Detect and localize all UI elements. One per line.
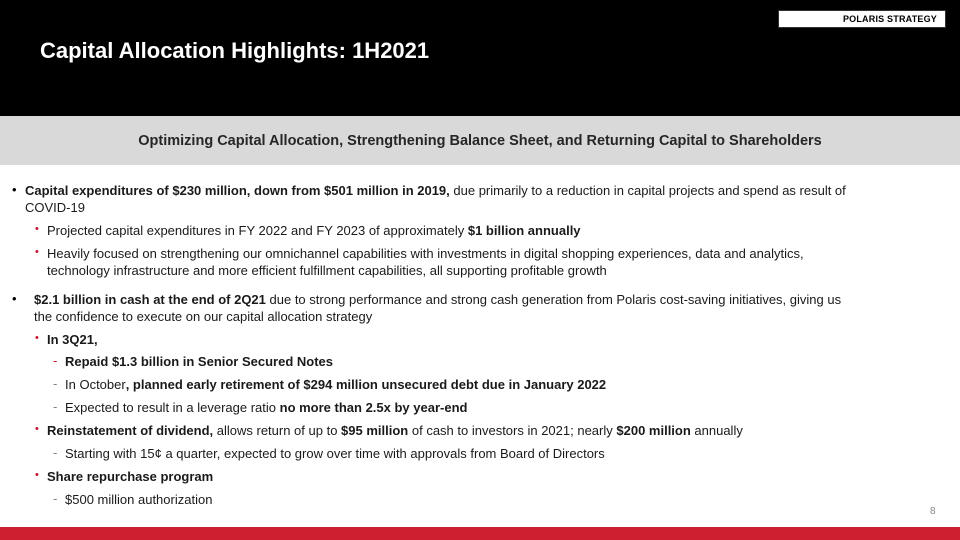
header-bar xyxy=(0,0,960,116)
cash-line-1 xyxy=(34,291,841,308)
leverage-value: no more than 2.5x by year-end xyxy=(279,400,468,415)
leverage-ratio xyxy=(65,399,467,416)
capex-projection xyxy=(47,222,581,239)
dividend-line xyxy=(47,422,743,439)
dash-icon: - xyxy=(53,445,58,460)
october-detail: , planned early retirement of $294 million unsecured debt due in January 2022 xyxy=(125,377,607,392)
dividend-text-3: annually xyxy=(690,423,743,438)
bullet-icon: • xyxy=(35,332,39,344)
bullet-icon: • xyxy=(12,291,17,306)
dash-icon: - xyxy=(53,399,58,414)
dividend-value-1: $95 million xyxy=(341,423,409,438)
page-number: 8 xyxy=(930,506,936,517)
dividend-text-1: allows return of up to xyxy=(213,423,342,438)
subheader-banner: Optimizing Capital Allocation, Strengthening Balance Sheet, and Returning Capital to Shareholders xyxy=(0,116,960,165)
leverage-text: Expected to result in a leverage ratio xyxy=(65,400,280,415)
bullet-icon: • xyxy=(35,423,39,435)
capex-line-2: COVID-19 xyxy=(25,200,85,215)
dividend-value-2: $200 million xyxy=(616,423,691,438)
share-repurchase: Share repurchase program xyxy=(47,469,214,484)
dividend-text-2: of cash to investors in 2021; nearly xyxy=(408,423,617,438)
section-tag: POLARIS STRATEGY xyxy=(778,10,946,28)
repaid-notes: Repaid $1.3 billion in Senior Secured Notes xyxy=(65,354,334,369)
capex-projection-value: $1 billion annually xyxy=(467,223,581,238)
bullet-icon: • xyxy=(35,246,39,258)
bullet-icon: • xyxy=(12,182,17,197)
cash-rest: due to strong performance and strong cash generation from Polaris cost-saving initiatives, giving us xyxy=(265,292,842,307)
dash-icon: - xyxy=(53,376,58,391)
capex-focus-line-1: Heavily focused on strengthening our omnichannel capabilities with investments in digital shopping experiences, data and analytics, xyxy=(47,246,804,261)
cash-line-2: the confidence to execute on our capital allocation strategy xyxy=(34,309,373,324)
page-title: Capital Allocation Highlights: 1H2021 xyxy=(40,38,430,63)
october-retirement xyxy=(65,376,606,393)
bullet-icon: • xyxy=(35,223,39,235)
october-label: In October xyxy=(65,377,126,392)
capex-focus-line-2: technology infrastructure and more efficient fulfillment capabilities, all supporting profitable growth xyxy=(47,263,607,278)
capex-bold: Capital expenditures of $230 million, down from $501 million in 2019, xyxy=(25,183,450,198)
cash-bold: $2.1 billion in cash at the end of 2Q21 xyxy=(34,292,266,307)
capex-rest: due primarily to a reduction in capital projects and spend as result of xyxy=(449,183,846,198)
capex-projection-text: Projected capital expenditures in FY 2022 and FY 2023 of approximately xyxy=(47,223,468,238)
dash-icon: - xyxy=(53,491,58,506)
dividend-detail: Starting with 15¢ a quarter, expected to grow over time with approvals from Board of Directors xyxy=(65,446,605,461)
dividend-bold: Reinstatement of dividend, xyxy=(47,423,214,438)
bullet-icon: • xyxy=(35,469,39,481)
dash-icon: - xyxy=(53,353,58,368)
footer-bar xyxy=(0,527,960,540)
q3-heading: In 3Q21, xyxy=(47,332,98,347)
capex-line-1 xyxy=(25,182,846,199)
share-authorization: $500 million authorization xyxy=(65,492,213,507)
